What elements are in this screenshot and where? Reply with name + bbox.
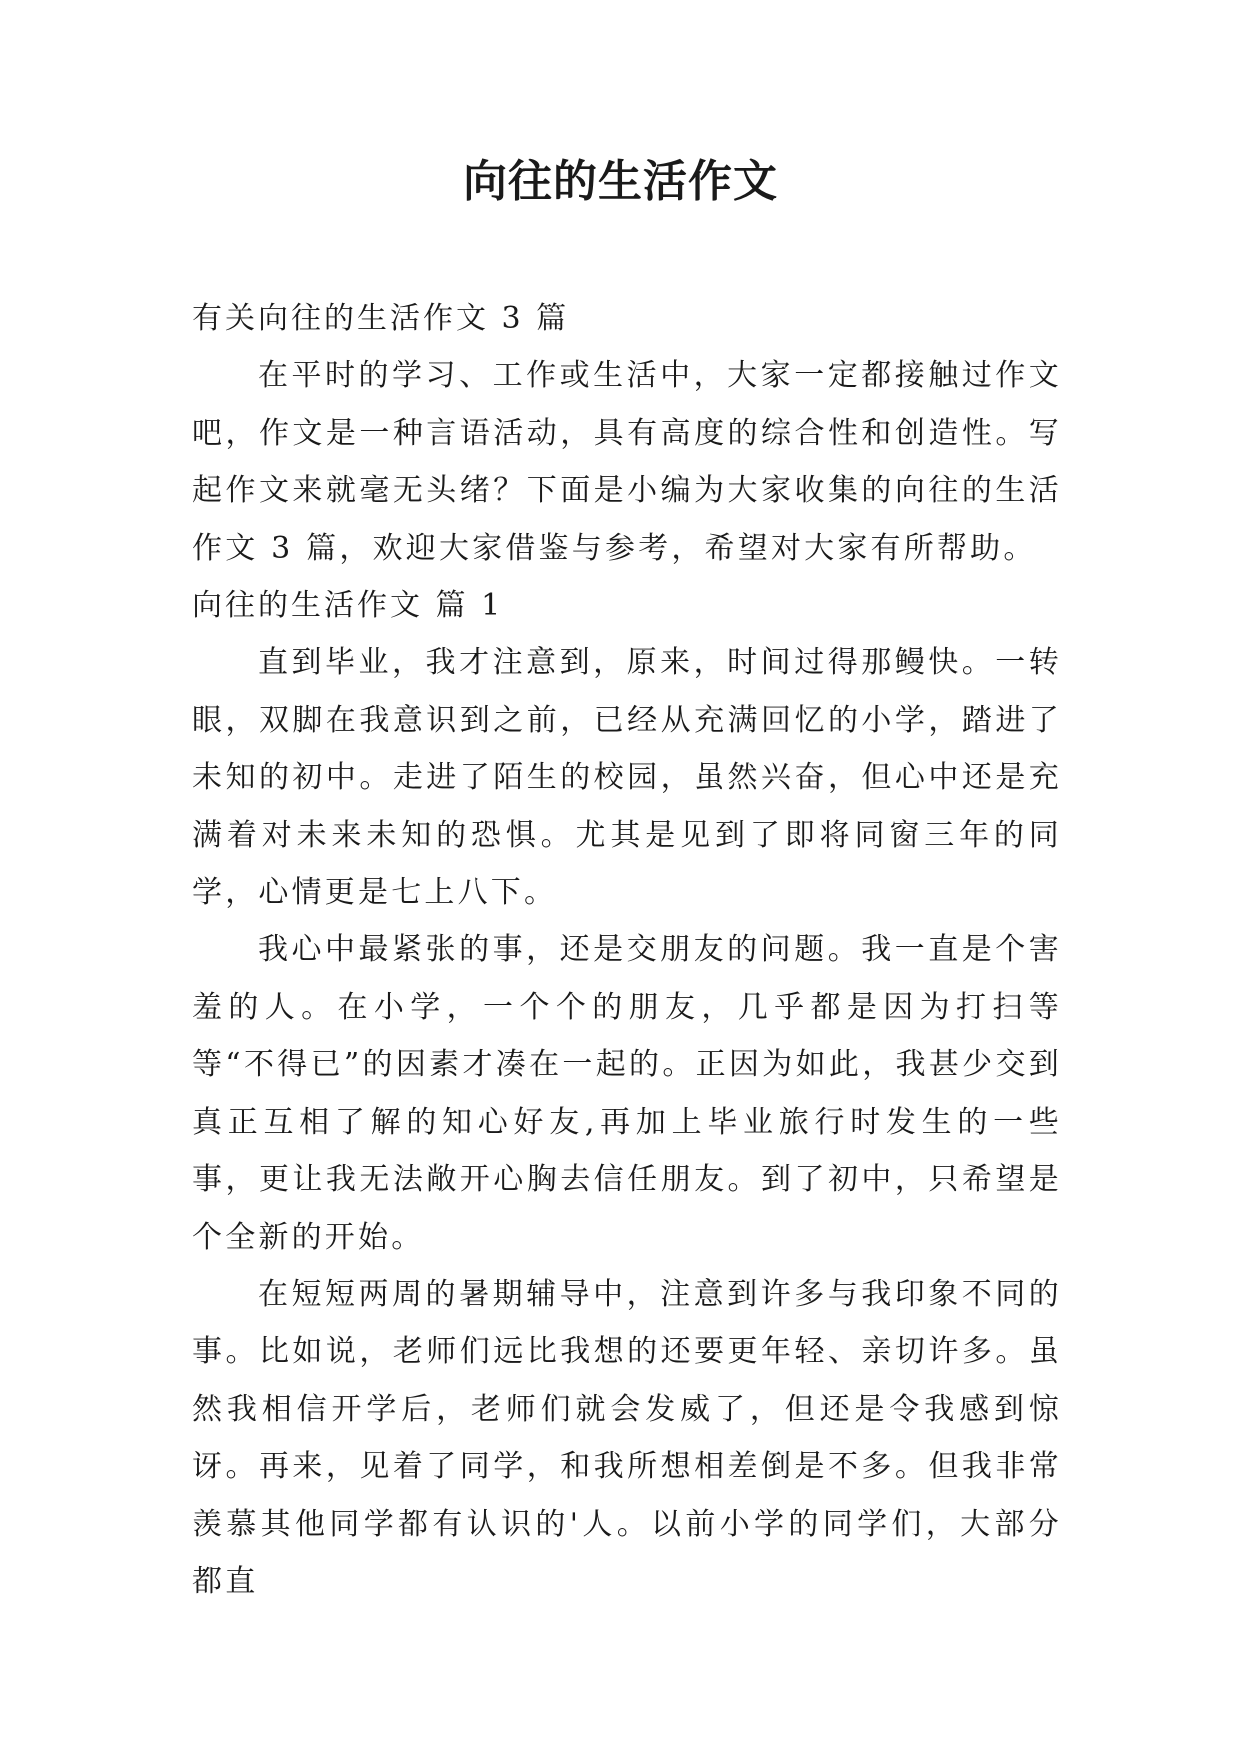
body-paragraph-3: 在短短两周的暑期辅导中，注意到许多与我印象不同的事。比如说，老师们远比我想的还要更年轻、亲切许多。虽然我相信开学后，老师们就会发威了，但还是令我感到惊讶。再来，见着了同学，和我所想相差倒是不多。但我非常羡慕其他同学都有认识的'人。以前小学的同学们，大部分都直 [192,1276,1062,1599]
section-heading: 向往的生活作文 篇 1 [192,588,504,624]
body-paragraph-1: 直到毕业，我才注意到，原来，时间过得那鳗快。一转眼，双脚在我意识到之前，已经从充满回忆的小学，踏进了未知的初中。走进了陌生的校园，虽然兴奋，但心中还是充满着对未来未知的恐惧。尤其是见到了即将同窗三年的同学，心情更是七上八下。 [192,645,1062,911]
document-subtitle: 有关向往的生活作文 3 篇 [192,301,570,336]
body-paragraph-2: 我心中最紧张的事，还是交朋友的问题。我一直是个害羞的人。在小学，一个个的朋友，几乎都是因为打扫等等“不得已”的因素才凑在一起的。正因为如此，我甚少交到真正互相了解的知心好友,再加上毕业旅行时发生的一些事，更让我无法敞开心胸去信任朋友。到了初中，只希望是个全新的开始。 [192,932,1062,1255]
document-title: 向往的生活作文 [463,156,778,207]
intro-paragraph: 在平时的学习、工作或生活中，大家一定都接触过作文吧，作文是一种言语活动，具有高度的综合性和创造性。写起作文来就毫无头绪？下面是小编为大家收集的向往的生活作文 3 篇，欢迎大家借鉴与参考，希望对大家有所帮助。 [192,358,1062,566]
document-body [192,290,1062,1610]
